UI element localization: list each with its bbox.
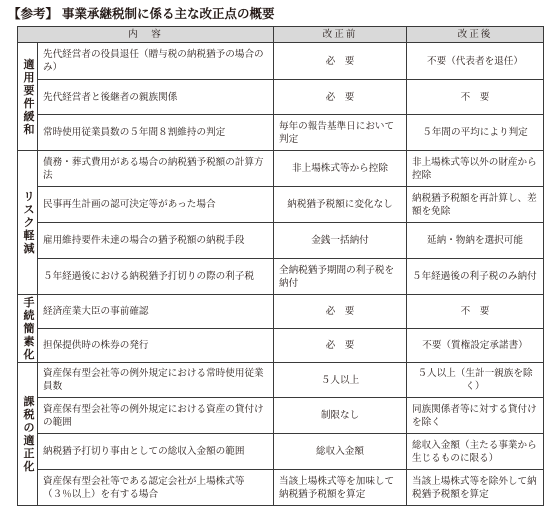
header-row [18, 27, 544, 43]
after-cell: 不要（代表者を退任） [407, 43, 544, 80]
header-before: 改正前 [274, 27, 407, 43]
before-cell: 非上場株式等から控除 [274, 151, 407, 187]
content-cell: 資産保有型会社等の例外規定における常時使用従業員数 [38, 363, 274, 398]
before-cell: 制限なし [274, 398, 407, 434]
before-cell: 全納税猶予期間の利子税を納付 [274, 259, 407, 295]
category-cell [18, 363, 38, 506]
table-row [18, 398, 544, 434]
content-cell: 担保提供時の株券の発行 [38, 329, 274, 363]
content-cell: 債務・葬式費用がある場合の納税猶予税額の計算方法 [38, 151, 274, 187]
table-row [18, 259, 544, 295]
title-tag: 【参考】 [8, 6, 59, 21]
category-label: リスク軽減 [23, 190, 35, 255]
table-row [18, 223, 544, 259]
after-cell: 納税猶予税額を再計算し、差額を免除 [407, 187, 544, 223]
category-label: 手続簡素化 [23, 296, 35, 361]
content-cell: 先代経営者の役員退任（贈与税の納税猶予の場合のみ） [38, 43, 274, 80]
category-cell [18, 43, 38, 151]
after-cell: 不要（質権設定承諾書） [407, 329, 544, 363]
before-cell: ５人以上 [274, 363, 407, 398]
content-cell: 民事再生計画の認可決定等があった場合 [38, 187, 274, 223]
table-row [18, 295, 544, 329]
content-cell: ５年経過後における納税猶予打切りの際の利子税 [38, 259, 274, 295]
after-cell: 総収入金額（主たる事業から生じるものに限る） [407, 434, 544, 470]
content-cell: 先代経営者と後継者の親族関係 [38, 80, 274, 115]
after-cell: 非上場株式等以外の財産から控除 [407, 151, 544, 187]
before-cell: 必 要 [274, 43, 407, 80]
before-cell: 当該上場株式等を加味して納税猶予税額を算定 [274, 470, 407, 506]
after-cell: 不 要 [407, 80, 544, 115]
before-cell: 金銭一括納付 [274, 223, 407, 259]
table-row [18, 363, 544, 398]
after-cell: 同族関係者等に対する貸付けを除く [407, 398, 544, 434]
content-cell: 納税猶予打切り事由としての総収入金額の範囲 [38, 434, 274, 470]
content-cell: 資産保有型会社等である認定会社が上場株式等（３％以上）を有する場合 [38, 470, 274, 506]
content-cell: 雇用維持要件未達の場合の猶予税額の納税手段 [38, 223, 274, 259]
header-after: 改正後 [407, 27, 544, 43]
content-cell: 常時使用従業員数の５年間８割維持の判定 [38, 115, 274, 151]
table-row [18, 43, 544, 80]
header-content: 内 容 [18, 27, 274, 43]
table-row [18, 434, 544, 470]
before-cell: 必 要 [274, 329, 407, 363]
after-cell: 当該上場株式等を除外して納税猶予税額を算定 [407, 470, 544, 506]
reform-table [17, 26, 544, 506]
table-row [18, 80, 544, 115]
before-cell: 総収入金額 [274, 434, 407, 470]
category-label: 適用要件緩和 [23, 57, 35, 136]
table-row [18, 329, 544, 363]
document-title [8, 5, 275, 23]
after-cell: 延納・物納を選択可能 [407, 223, 544, 259]
after-cell: ５年間の平均により判定 [407, 115, 544, 151]
category-cell [18, 151, 38, 295]
table-row [18, 115, 544, 151]
before-cell: 毎年の報告基準日において判定 [274, 115, 407, 151]
before-cell: 必 要 [274, 295, 407, 329]
table-row [18, 187, 544, 223]
category-label: 課税の適正化 [23, 395, 35, 473]
content-cell: 経済産業大臣の事前確認 [38, 295, 274, 329]
title-text: 事業承継税制に係る主な改正点の概要 [62, 6, 275, 21]
after-cell: ５年経過後の利子税のみ納付 [407, 259, 544, 295]
before-cell: 必 要 [274, 80, 407, 115]
table-row [18, 151, 544, 187]
content-cell: 資産保有型会社等の例外規定における資産の貸付けの範囲 [38, 398, 274, 434]
before-cell: 納税猶予税額に変化なし [274, 187, 407, 223]
after-cell: 不 要 [407, 295, 544, 329]
after-cell: ５人以上（生計一親族を除く） [407, 363, 544, 398]
table-row [18, 470, 544, 506]
category-cell [18, 295, 38, 363]
